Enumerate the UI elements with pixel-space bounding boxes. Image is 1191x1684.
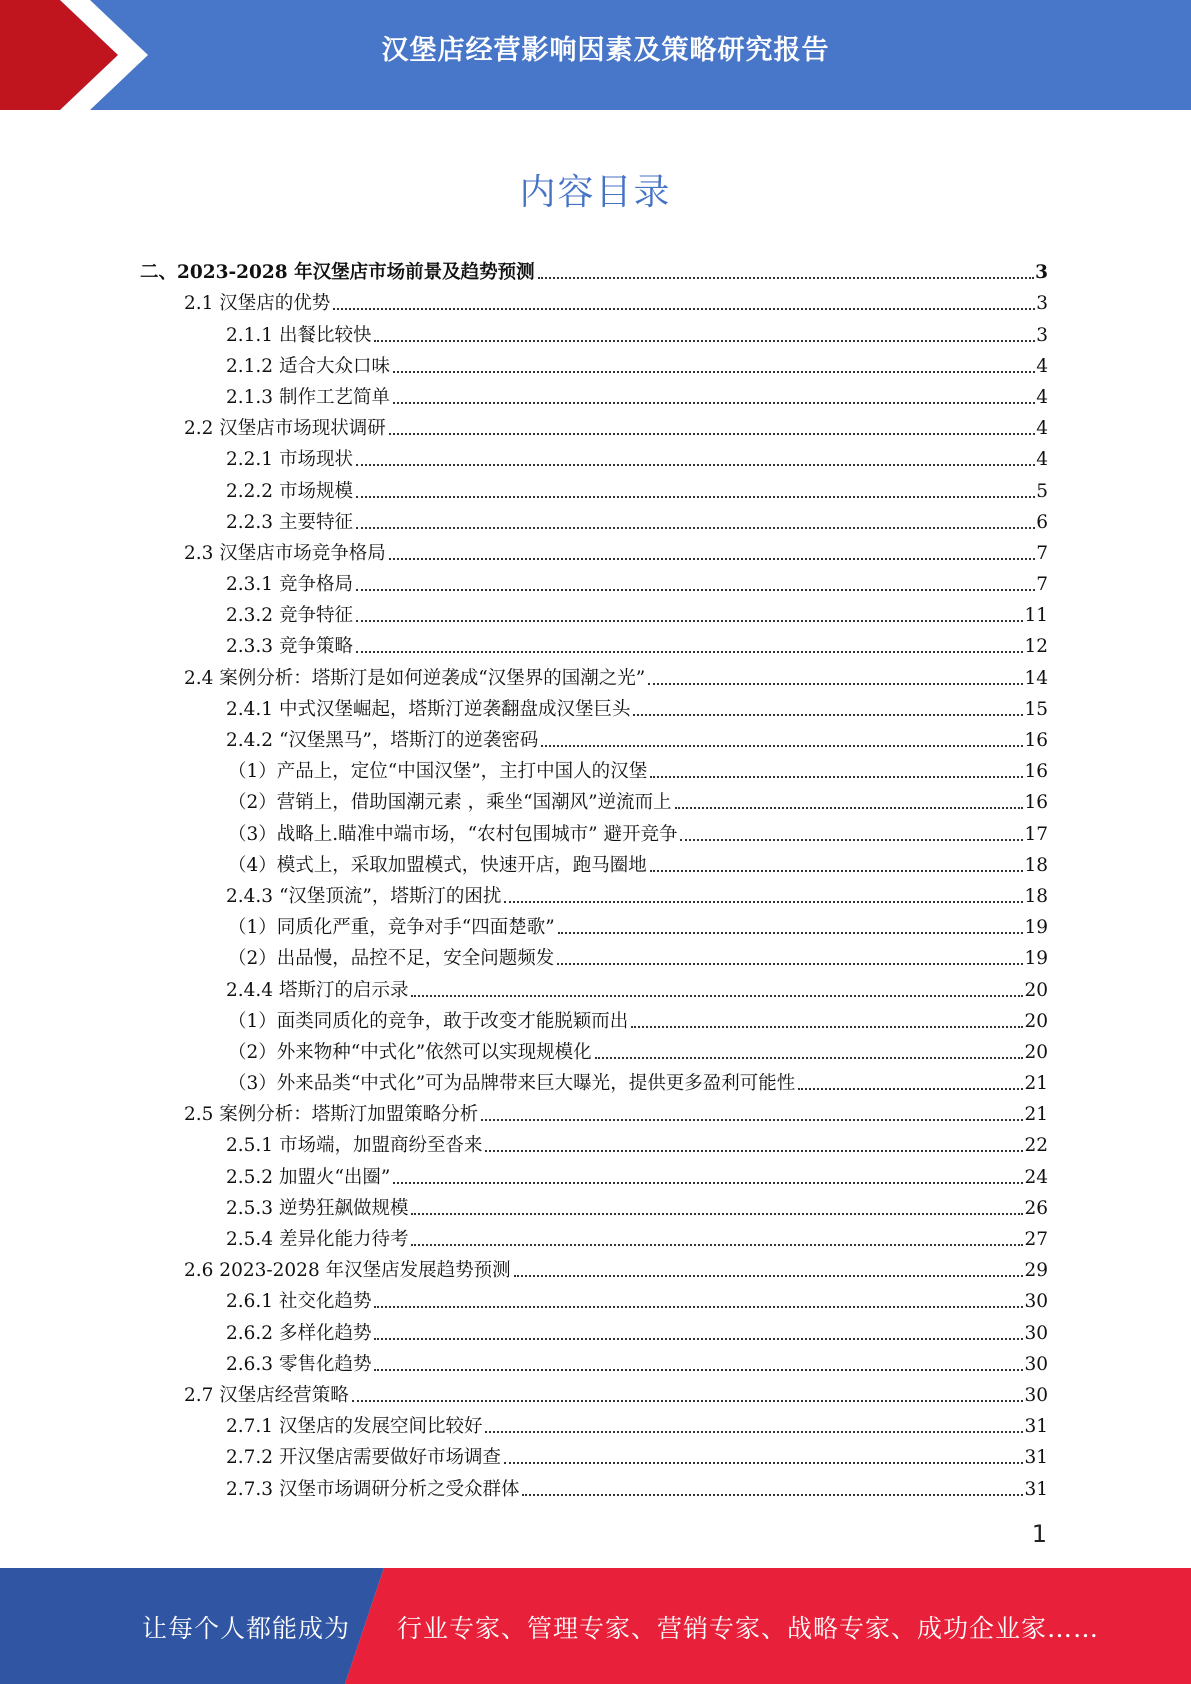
toc-entry-page: 19 xyxy=(1024,917,1048,939)
toc-dot-leader xyxy=(374,1369,1023,1371)
toc-dot-leader xyxy=(485,1431,1023,1433)
toc-entry[interactable] xyxy=(140,1283,1048,1314)
toc-dot-leader xyxy=(675,807,1024,809)
toc-entry[interactable] xyxy=(140,753,1048,784)
toc-dot-leader xyxy=(650,776,1023,778)
toc-entry[interactable] xyxy=(140,909,1048,940)
toc-entry-page: 22 xyxy=(1024,1135,1048,1157)
toc-entry-page: 31 xyxy=(1024,1416,1048,1438)
toc-entry[interactable] xyxy=(140,1408,1048,1439)
toc-entry-label: 2.3.3 竞争策略 xyxy=(226,636,353,658)
report-title: 汉堡店经营影响因素及策略研究报告 xyxy=(381,35,830,66)
toc-entry-page: 29 xyxy=(1024,1260,1048,1282)
toc-entry-label: （2）营销上，借助国潮元素 ，乘坐“国潮风”逆流而上 xyxy=(228,792,672,814)
toc-heading: 内容目录 xyxy=(519,172,672,213)
toc-entry-label: 2.1 汉堡店的优势 xyxy=(184,293,331,315)
toc-entry-label: 2.2.2 市场规模 xyxy=(226,480,353,502)
toc-entry-label: （3）外来品类“中式化”可为品牌带来巨大曝光，提供更多盈利可能性 xyxy=(228,1073,796,1095)
toc-entry-label: （4）模式上，采取加盟模式，快速开店，跑马圈地 xyxy=(228,854,647,876)
toc-entry-label: （1）同质化严重，竞争对手“四面楚歌” xyxy=(228,917,555,939)
toc-dot-leader xyxy=(631,1026,1023,1028)
toc-dot-leader xyxy=(389,433,1035,435)
toc-entry-label: 2.6 2023-2028 年汉堡店发展趋势预测 xyxy=(184,1260,511,1282)
toc-entry[interactable] xyxy=(140,1003,1048,1034)
toc-dot-leader xyxy=(557,963,1023,965)
toc-entry-page: 30 xyxy=(1024,1353,1048,1375)
toc-entry-label: 2.6.3 零售化趋势 xyxy=(226,1353,372,1375)
toc-entry[interactable] xyxy=(140,628,1048,659)
toc-entry-label: 二、2023-2028 年汉堡店市场前景及趋势预测 xyxy=(140,262,535,284)
toc-entry-label: 2.5.4 差异化能力待考 xyxy=(226,1229,409,1250)
toc-entry-page: 16 xyxy=(1024,730,1048,751)
toc-dot-leader xyxy=(798,1088,1023,1090)
toc-entry-page: 31 xyxy=(1024,1447,1048,1469)
toc-dot-leader xyxy=(504,1462,1023,1464)
toc-dot-leader xyxy=(650,870,1024,872)
footer-slogan-right: 行业专家、管理专家、营销专家、战略专家、成功企业家…… xyxy=(397,1614,1100,1643)
toc-entry[interactable] xyxy=(140,940,1048,971)
toc-entry[interactable] xyxy=(140,379,1048,410)
toc-entry[interactable] xyxy=(140,1190,1048,1221)
toc-entry-label: 2.4.1 中式汉堡崛起，塔斯汀逆袭翻盘成汉堡巨头 xyxy=(226,698,631,720)
toc-dot-leader xyxy=(393,402,1035,404)
toc-entry[interactable] xyxy=(140,1096,1048,1127)
toc-dot-leader xyxy=(411,1244,1023,1246)
toc-entry-page: 7 xyxy=(1036,574,1048,596)
table-of-contents xyxy=(140,254,1048,1502)
toc-entry-page: 4 xyxy=(1036,449,1048,471)
toc-dot-leader xyxy=(485,1150,1023,1152)
toc-entry[interactable] xyxy=(140,566,1048,597)
toc-entry[interactable] xyxy=(140,254,1048,285)
toc-entry-label: 2.1.2 适合大众口味 xyxy=(226,355,390,377)
toc-entry-label: 2.5.2 加盟火“出圈” xyxy=(226,1166,391,1188)
toc-entry-page: 17 xyxy=(1024,823,1048,845)
toc-dot-leader xyxy=(356,651,1024,653)
toc-entry-label: （1）产品上，定位“中国汉堡”，主打中国人的汉堡 xyxy=(228,761,648,783)
toc-entry-label: 2.6.2 多样化趋势 xyxy=(226,1322,372,1344)
toc-entry-label: 2.4.2 “汉堡黑马”，塔斯汀的逆袭密码 xyxy=(226,730,539,751)
toc-dot-leader xyxy=(481,1119,1023,1121)
toc-entry[interactable] xyxy=(140,659,1048,690)
toc-entry[interactable] xyxy=(140,847,1048,878)
toc-dot-leader xyxy=(504,901,1023,903)
toc-dot-leader xyxy=(558,932,1024,934)
toc-dot-leader xyxy=(680,839,1023,841)
toc-entry-page: 12 xyxy=(1024,636,1048,658)
toc-entry-page: 3 xyxy=(1035,262,1048,284)
toc-entry-page: 30 xyxy=(1024,1322,1048,1344)
toc-entry-label: 2.5.1 市场端，加盟商纷至沓来 xyxy=(226,1135,483,1157)
toc-entry-page: 15 xyxy=(1024,698,1048,720)
toc-dot-leader xyxy=(541,745,1023,747)
toc-entry-label: 2.7.1 汉堡店的发展空间比较好 xyxy=(226,1416,483,1438)
toc-dot-leader xyxy=(333,308,1035,310)
toc-entry-label: 2.3 汉堡店市场竞争格局 xyxy=(184,542,386,564)
toc-entry-page: 20 xyxy=(1024,1010,1048,1032)
toc-dot-leader xyxy=(374,1338,1023,1340)
page-footer xyxy=(0,1568,1191,1684)
toc-entry-label: 2.4.4 塔斯汀的启示录 xyxy=(226,979,409,1001)
toc-entry-page: 5 xyxy=(1036,480,1048,502)
toc-dot-leader xyxy=(356,527,1035,529)
toc-entry-label: 2.5 案例分析：塔斯汀加盟策略分析 xyxy=(184,1104,479,1126)
toc-entry-label: 2.4.3 “汉堡顶流”，塔斯汀的困扰 xyxy=(226,885,502,907)
toc-entry[interactable] xyxy=(140,1439,1048,1470)
toc-entry-page: 3 xyxy=(1036,324,1048,346)
footer-slogan-left: 让每个人都能成为 xyxy=(142,1614,351,1643)
toc-entry-label: 2.1.1 出餐比较快 xyxy=(226,324,372,346)
toc-dot-leader xyxy=(356,464,1035,466)
toc-entry[interactable] xyxy=(140,535,1048,566)
toc-entry-page: 31 xyxy=(1024,1478,1048,1500)
page-header xyxy=(0,0,1191,110)
toc-entry-page: 14 xyxy=(1024,667,1048,689)
toc-entry-label: 2.2.3 主要特征 xyxy=(226,511,353,533)
toc-entry-page: 18 xyxy=(1024,885,1048,907)
toc-entry-page: 21 xyxy=(1024,1073,1048,1095)
toc-entry[interactable] xyxy=(140,597,1048,628)
toc-dot-leader xyxy=(356,589,1035,591)
toc-entry[interactable] xyxy=(140,1470,1048,1501)
toc-entry[interactable] xyxy=(140,348,1048,379)
toc-entry-page: 16 xyxy=(1024,761,1048,783)
toc-entry-page: 4 xyxy=(1036,355,1048,377)
toc-entry-label: （2）出品慢，品控不足，安全问题频发 xyxy=(228,948,555,970)
page-number: 1 xyxy=(1031,1520,1047,1548)
toc-entry-label: （3）战略上.瞄准中端市场，“农村包围城市” 避开竞争 xyxy=(228,823,678,845)
toc-entry-label: 2.7 汉堡店经营策略 xyxy=(184,1384,349,1406)
toc-entry-label: 2.5.3 逆势狂飙做规模 xyxy=(226,1197,409,1219)
toc-entry[interactable] xyxy=(140,1346,1048,1377)
toc-entry-page: 18 xyxy=(1024,854,1048,876)
toc-entry-page: 21 xyxy=(1024,1104,1048,1126)
toc-entry[interactable] xyxy=(140,1377,1048,1408)
toc-dot-leader xyxy=(411,995,1023,997)
toc-dot-leader xyxy=(633,714,1023,716)
toc-entry-label: 2.7.3 汉堡市场调研分析之受众群体 xyxy=(226,1478,520,1500)
toc-entry[interactable] xyxy=(140,971,1048,1002)
toc-entry[interactable] xyxy=(140,472,1048,503)
toc-entry[interactable] xyxy=(140,1252,1048,1283)
toc-entry-label: 2.2.1 市场现状 xyxy=(226,449,353,471)
toc-entry-page: 4 xyxy=(1036,418,1048,440)
toc-entry[interactable] xyxy=(140,410,1048,441)
toc-entry-label: 2.4 案例分析：塔斯汀是如何逆袭成“汉堡界的国潮之光” xyxy=(184,667,646,689)
toc-entry[interactable] xyxy=(140,878,1048,909)
toc-entry-label: 2.2 汉堡店市场现状调研 xyxy=(184,418,386,440)
toc-dot-leader xyxy=(411,1213,1023,1215)
toc-entry-page: 30 xyxy=(1024,1384,1048,1406)
toc-entry-page: 20 xyxy=(1024,979,1048,1001)
toc-entry-page: 30 xyxy=(1024,1291,1048,1313)
toc-dot-leader xyxy=(514,1275,1024,1277)
toc-entry[interactable] xyxy=(140,504,1048,535)
toc-dot-leader xyxy=(393,371,1035,373)
toc-entry-label: 2.6.1 社交化趋势 xyxy=(226,1291,372,1313)
toc-dot-leader xyxy=(389,558,1035,560)
toc-entry-page: 16 xyxy=(1024,792,1048,814)
toc-entry[interactable] xyxy=(140,1158,1048,1189)
toc-entry-label: 2.3.1 竞争格局 xyxy=(226,574,353,596)
toc-entry[interactable] xyxy=(140,441,1048,472)
toc-dot-leader xyxy=(393,1182,1023,1184)
toc-entry-page: 26 xyxy=(1024,1197,1048,1219)
toc-dot-leader xyxy=(356,620,1024,622)
toc-dot-leader xyxy=(522,1494,1023,1496)
toc-entry[interactable] xyxy=(140,1034,1048,1065)
toc-entry[interactable] xyxy=(140,722,1048,753)
toc-entry-label: （1）面类同质化的竞争，敢于改变才能脱颖而出 xyxy=(228,1010,629,1032)
toc-entry-page: 4 xyxy=(1036,386,1048,408)
toc-dot-leader xyxy=(352,1400,1024,1402)
toc-entry-page: 3 xyxy=(1036,293,1048,315)
toc-entry-label: （2）外来物种“中式化”依然可以实现规模化 xyxy=(228,1041,592,1063)
toc-entry-page: 11 xyxy=(1024,605,1048,627)
toc-entry[interactable] xyxy=(140,285,1048,316)
toc-dot-leader xyxy=(374,340,1035,342)
toc-entry[interactable] xyxy=(140,316,1048,347)
toc-entry[interactable] xyxy=(140,784,1048,815)
toc-entry-page: 20 xyxy=(1024,1041,1048,1063)
toc-entry[interactable] xyxy=(140,691,1048,722)
toc-entry-label: 2.1.3 制作工艺简单 xyxy=(226,386,390,408)
toc-dot-leader xyxy=(356,496,1035,498)
toc-entry-page: 19 xyxy=(1024,948,1048,970)
toc-dot-leader xyxy=(374,1306,1023,1308)
toc-entry[interactable] xyxy=(140,1127,1048,1158)
toc-dot-leader xyxy=(595,1057,1024,1059)
toc-entry-label: 2.7.2 开汉堡店需要做好市场调查 xyxy=(226,1447,501,1469)
toc-entry-label: 2.3.2 竞争特征 xyxy=(226,605,353,627)
toc-entry[interactable] xyxy=(140,1314,1048,1345)
toc-entry[interactable] xyxy=(140,1221,1048,1252)
toc-entry-page: 24 xyxy=(1024,1166,1048,1188)
toc-dot-leader xyxy=(538,277,1035,279)
toc-entry-page: 6 xyxy=(1036,511,1048,533)
toc-entry[interactable] xyxy=(140,1065,1048,1096)
toc-entry-page: 27 xyxy=(1024,1229,1048,1250)
toc-entry[interactable] xyxy=(140,815,1048,846)
toc-dot-leader xyxy=(648,683,1023,685)
toc-entry-page: 7 xyxy=(1036,542,1048,564)
